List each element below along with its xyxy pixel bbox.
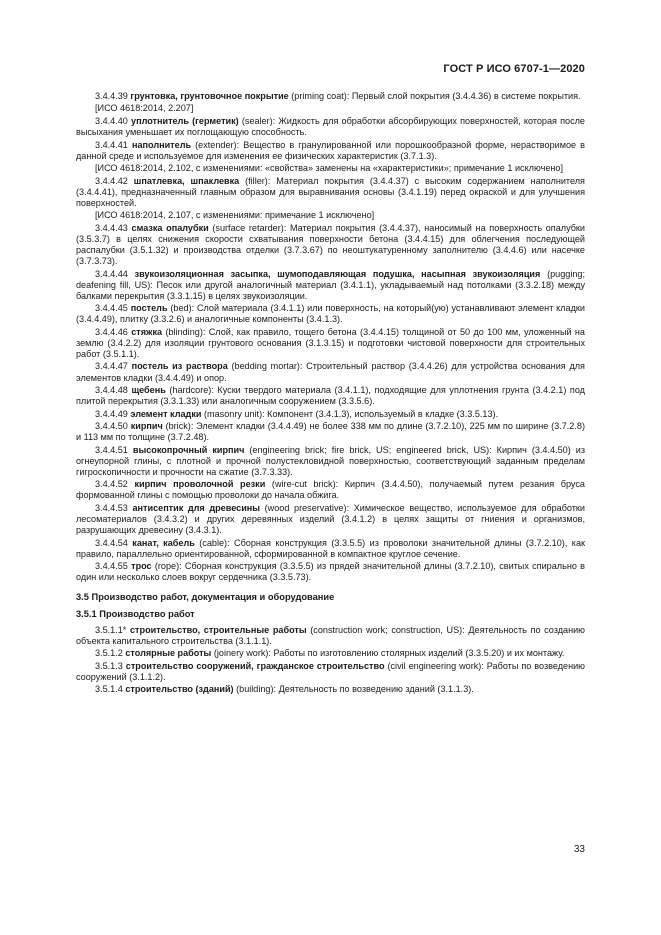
term-definition: (bedding mortar): Строительный раствор (3.4.4.26) для устройства основания для элементов кладки (3.4.4.49) и опор. xyxy=(76,361,585,383)
term-name: щебень xyxy=(131,385,166,396)
term-entry xyxy=(76,303,585,325)
term-number: 3.4.4.40 xyxy=(95,115,132,126)
term-number: 3.4.4.53 xyxy=(95,502,133,513)
term-number: 3.4.4.55 xyxy=(95,561,132,572)
term-entry xyxy=(76,625,585,647)
term-number: 3.4.4.44 xyxy=(95,268,135,279)
term-definition: (filler): Материал покрытия (3.4.4.37) с высоким содержанием наполнителя (3.4.4.41), предназначенный главным образом для выравнивания основы (3.4.1.19) перед окраской и для улучшения поверхностей. xyxy=(76,175,585,208)
term-entry xyxy=(76,361,585,383)
term-name: кирпич xyxy=(130,421,163,432)
note-text: [ИСО 4618:2014, 2.107, с изменениями: примечание 1 исключено] xyxy=(95,210,375,221)
term-name: шпатлевка, шпаклевка xyxy=(133,175,240,186)
term-definition: (wood preservative): Химическое вещество, используемое для обработки лесоматериалов (3.4.3.2) и других деревянных изделий (3.4.1.2) в целях защиты от гниения и организмов, разрушающих древесину (3.4.3.1). xyxy=(76,502,585,536)
term-entry xyxy=(76,479,585,501)
term-number: 3.4.4.42 xyxy=(95,175,134,186)
term-name: антисептик для древесины xyxy=(132,502,261,513)
term-definition: (rope): Сборная конструкция (3.3.5.5) из прядей значительной длины (3.7.2.10), свитых спирально в один или несколько слоев вокруг сердечника (3.3.5.73). xyxy=(76,561,585,583)
term-definition: (hardcore): Куски твердого материала (3.4.1.1), подходящие для уплотнения грунта (3.4.2.1) под плитой перекрытия (3.3.1.33) или аналогичным сооружением (3.3.5.6). xyxy=(76,385,585,407)
term-definition: (pugging; deafening fill, US): Песок или другой аналогичный материал (3.4.1.1), укладываемый над потолками (3.3.2.18) между балками перекрытия (3.3.1.15) в целях звукоизоляции. xyxy=(76,268,585,301)
term-name: постель из раствора xyxy=(131,361,228,372)
terms-list-2 xyxy=(76,625,585,696)
term-name: стяжка xyxy=(131,326,163,337)
term-definition: (building): Деятельность по возведению зданий (3.1.1.3). xyxy=(233,684,474,695)
term-number: 3.4.4.43 xyxy=(95,222,132,233)
term-number: 3.4.4.41 xyxy=(95,139,132,150)
term-name: канат, кабель xyxy=(132,537,195,548)
term-number: 3.4.4.54 xyxy=(95,537,133,548)
term-name: постель xyxy=(130,303,168,314)
term-definition: (engineering brick; fire brick, US; engineered brick, US): Кирпич (3.4.4.50) из огнеупорной глины, с плотной и прочной полустекловидной поверхностью, соответствующий заданным пределам гигроскопичности и прочности на сжатие (3.7.3.33). xyxy=(76,444,585,477)
document-body xyxy=(76,91,585,697)
term-name: звукоизоляционная засыпка, шумоподавляющая подушка, насыпная звукоизоляция xyxy=(134,268,541,279)
term-entry xyxy=(76,503,585,536)
term-definition: (sealer): Жидкость для обработки абсорбирующих поверхностей, которая после высыхания уменьшает их поглощающую способность. xyxy=(76,115,585,138)
term-entry xyxy=(76,385,585,407)
term-name: элемент кладки xyxy=(130,408,202,419)
term-entry xyxy=(76,223,585,267)
term-name: трос xyxy=(131,561,152,572)
term-name: кирпич проволочной резки xyxy=(134,479,266,490)
note-text: [ИСО 4618:2014, 2.207] xyxy=(95,103,194,114)
term-number: 3.5.1.1* xyxy=(95,624,130,635)
term-definition: (surface retarder): Материал покрытия (3.4.4.37), наносимый на поверхность опалубки (3.5.3.7) в целях снижения скорости схватывания поверхности бетона (3.4.4.15) для облегчения последующей распалубки (3.5.1.32) и производства отделки (3.7.3.67) по неоштукатуренному заполнителю (3.4.4.6) или насечке (3.7.3.73). xyxy=(76,222,585,267)
term-definition: (civil engineering work): Работы по возведению сооружений (3.1.1.2). xyxy=(76,660,585,682)
section-heading: 3.5 Производство работ, документация и оборудование xyxy=(76,592,335,603)
document-code-header: ГОСТ Р ИСО 6707-1—2020 xyxy=(443,63,585,75)
term-definition: (blinding): Слой, как правило, тощего бетона (3.4.4.15) толщиной от 50 до 100 мм, уложенный на землю (3.4.2.2) для изоляции грунтового основания (3.1.3.15) и подготовки чистовой поверхности для строительных работ (3.5.1.1). xyxy=(76,326,585,359)
term-number: 3.4.4.52 xyxy=(95,479,135,490)
term-entry xyxy=(76,561,585,583)
term-entry xyxy=(76,409,585,420)
term-number: 3.5.1.4 xyxy=(95,684,126,695)
term-definition: (construction work; construction, US): Деятельность по созданию объекта капитального строительства (3.1.1.1). xyxy=(76,624,585,646)
term-entry xyxy=(76,140,585,162)
term-definition: (cable): Сборная конструкция (3.3.5.5) из проволоки значительной длины (3.7.2.10), как правило, параллельно ориентированной, сформированной в компактное круглое сечение. xyxy=(76,537,585,559)
term-entry xyxy=(76,421,585,443)
term-definition: (masonry unit): Компонент (3.4.1.3), используемый в кладке (3.3.5.13). xyxy=(201,408,499,419)
term-number: 3.4.4.47 xyxy=(95,361,132,372)
term-number: 3.5.1.2 xyxy=(95,648,126,659)
source-note xyxy=(76,103,585,114)
term-entry xyxy=(76,91,585,102)
term-name: столярные работы xyxy=(125,648,212,659)
term-definition: (extender): Вещество в гранулированной или порошкообразной форме, нерастворимое в данной среде и используемое для изменения ее физических характеристик (3.7.1.3). xyxy=(76,139,585,161)
term-entry xyxy=(76,327,585,360)
source-note xyxy=(76,163,585,174)
term-name: строительство (зданий) xyxy=(125,684,234,695)
term-number: 3.4.4.49 xyxy=(95,408,131,419)
term-name: смазка опалубки xyxy=(131,222,209,233)
term-number: 3.4.4.45 xyxy=(95,303,131,314)
term-entry xyxy=(76,648,585,659)
term-definition: (priming coat): Первый слой покрытия (3.4.4.36) в системе покрытия. xyxy=(288,91,581,101)
term-entry xyxy=(76,684,585,695)
term-number: 3.4.4.51 xyxy=(95,444,133,455)
subsection-heading: 3.5.1 Производство работ xyxy=(76,609,195,620)
term-name: высокопрочный кирпич xyxy=(132,444,245,455)
term-number: 3.4.4.48 xyxy=(95,385,132,396)
term-name: уплотнитель (герметик) xyxy=(131,115,239,126)
term-entry xyxy=(76,445,585,478)
term-definition: (brick): Элемент кладки (3.4.4.49) не более 338 мм по длине (3.7.2.10), 225 мм по ширине (3.7.2.8) и 113 мм по толщине (3.7.2.48). xyxy=(76,421,585,443)
term-entry xyxy=(76,176,585,209)
term-name: строительство, строительные работы xyxy=(130,624,307,635)
term-entry xyxy=(76,661,585,683)
term-name: наполнитель xyxy=(131,139,192,150)
term-entry xyxy=(76,538,585,560)
term-name: строительство сооружений, гражданское строительство xyxy=(125,660,385,671)
term-definition: (wire-cut brick): Кирпич (3.4.4.50), получаемый путем резания бруса формованной глины с помощью проволоки до начала обжига. xyxy=(76,479,585,501)
source-note xyxy=(76,210,585,221)
term-definition: (joinery work): Работы по изготовлению столярных изделий (3.3.5.20) и их монтажу. xyxy=(211,648,565,659)
term-number: 3.5.1.3 xyxy=(95,660,126,671)
term-name: грунтовка, грунтовочное покрытие xyxy=(130,91,289,101)
term-number: 3.4.4.39 xyxy=(95,91,131,101)
page-number: 33 xyxy=(573,844,585,855)
term-definition: (bed): Слой материала (3.4.1.1) или поверхность, на который(ую) устанавливают элемент кладки (3.4.4.49), плитку (3.3.2.6) и аналогичные компоненты (3.4.1.3). xyxy=(76,303,585,325)
note-text: [ИСО 4618:2014, 2.102, с изменениями: «свойства» заменены на «характеристики»; примечание 1 исключено] xyxy=(95,163,564,174)
term-number: 3.4.4.50 xyxy=(95,421,131,432)
term-entry xyxy=(76,269,585,302)
terms-list xyxy=(76,91,585,583)
term-number: 3.4.4.46 xyxy=(95,326,132,337)
term-entry xyxy=(76,116,585,138)
